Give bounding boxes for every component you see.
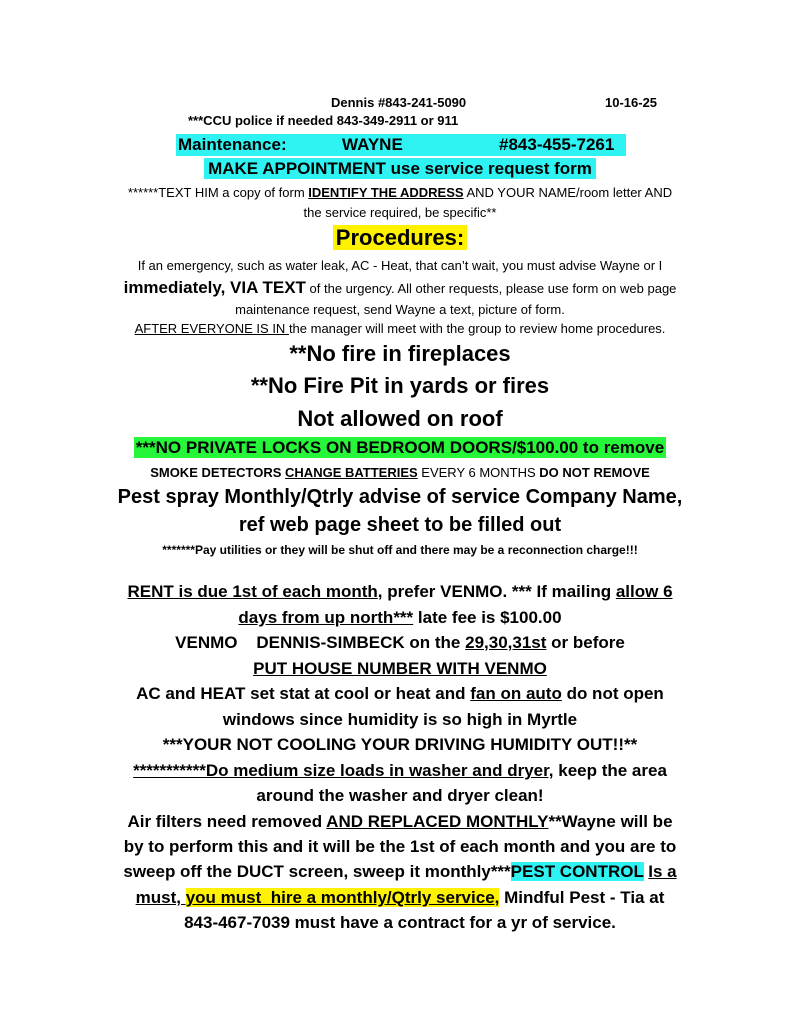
contract-line: 843-467-7039 must have a contract for a yr of service. <box>184 913 616 932</box>
hire-service: hire a monthly/Qtrly service, <box>266 888 500 907</box>
after-everyone-line <box>0 321 800 336</box>
procedures-title-line <box>0 225 800 251</box>
maintenance-label: Maintenance: <box>178 135 287 154</box>
late-fee: late fee is $100.00 <box>413 608 562 627</box>
service-required-line: the service required, be specific** <box>303 205 497 220</box>
venmo-dates: 29,30,31st <box>465 633 547 652</box>
text-him-a: ******TEXT HIM a copy of form <box>127 185 309 200</box>
pest-spray-line-2: ref web page sheet to be filled out <box>238 514 562 536</box>
dennis-contact: Dennis #843-241-5090 <box>331 95 467 110</box>
text-him-line <box>0 185 800 200</box>
emergency-line-2 <box>0 278 800 298</box>
allow-6: allow 6 <box>615 582 673 601</box>
days-from-up-north: days from up north*** <box>238 608 414 627</box>
pay-utilities-line: *******Pay utilities or they will be shut off and there may be a reconnection charge!!! <box>162 543 638 557</box>
do-not-remove: DO NOT REMOVE <box>539 465 650 480</box>
duct-screen-line <box>0 862 800 882</box>
no-fire-fireplaces: **No fire in fireplaces <box>289 341 511 366</box>
smoke-detectors-a: SMOKE DETECTORS <box>150 465 286 480</box>
smoke-detectors-line <box>0 465 800 480</box>
must-hire-line <box>0 888 800 908</box>
ac-heat-c: do not open <box>561 684 664 703</box>
must: must, <box>135 888 186 907</box>
washer-clean-line: around the washer and dryer clean! <box>256 786 544 805</box>
rent-line-1-mid: , prefer VENMO. *** If mailing <box>377 582 616 601</box>
maintenance-name: WAYNE <box>342 135 403 154</box>
is-a: Is a <box>648 862 677 881</box>
air-filters-line <box>0 812 800 832</box>
procedures-title: Procedures: <box>333 225 467 250</box>
text-him-c: AND YOUR NAME/room letter AND <box>463 185 673 200</box>
not-cooling-line: ***YOUR NOT COOLING YOUR DRIVING HUMIDITY OUT!!** <box>162 735 638 754</box>
ccu-police-line: ***CCU police if needed 843-349-2911 or 911 <box>188 113 459 128</box>
no-private-locks: ***NO PRIVATE LOCKS ON BEDROOM DOORS/$100.00 to remove <box>135 438 665 457</box>
document-date: 10-16-25 <box>605 95 658 110</box>
keep-area: keep the area <box>553 761 667 780</box>
appointment-line <box>0 159 800 179</box>
not-allowed-roof: Not allowed on roof <box>297 406 503 431</box>
mindful-pest: Mindful Pest - Tia at <box>499 888 665 907</box>
after-everyone-in: AFTER EVERYONE IS IN <box>134 321 289 336</box>
first-of-month-line: by to perform this and it will be the 1st of each month and you are to <box>123 837 677 856</box>
washer-line <box>0 761 800 781</box>
emergency-line-1: If an emergency, such as water leak, AC - Heat, that can’t wait, you must advise Wayne or I <box>137 258 663 273</box>
ac-heat-line <box>0 684 800 704</box>
you-must: you must <box>185 888 266 907</box>
maintenance-line <box>176 134 626 156</box>
pest-spray-line-1: Pest spray Monthly/Qtrly advise of service Company Name, <box>117 486 683 508</box>
humidity-line: windows since humidity is so high in Myrtle <box>222 710 578 729</box>
venmo-account: VENMO DENNIS-SIMBECK on the <box>175 633 466 652</box>
rent-due: RENT is due 1st of each month <box>127 582 378 601</box>
identify-address: IDENTIFY THE ADDRESS <box>308 185 464 200</box>
appointment-text: MAKE APPOINTMENT use service request form <box>204 158 596 179</box>
rent-line-2 <box>0 608 800 628</box>
replaced-monthly: AND REPLACED MONTHLY <box>326 812 549 831</box>
duct-screen: sweep off the DUCT screen, sweep it monthly*** <box>123 862 511 881</box>
pest-control: PEST CONTROL <box>510 862 644 881</box>
after-everyone-rest: the manager will meet with the group to review home procedures. <box>288 321 666 336</box>
emergency-line-3: maintenance request, send Wayne a text, picture of form. <box>235 302 565 317</box>
house-number-venmo: PUT HOUSE NUMBER WITH VENMO <box>253 659 547 678</box>
change-batteries: CHANGE BATTERIES <box>285 465 418 480</box>
immediately-via-text: immediately, VIA TEXT <box>123 278 306 297</box>
wayne-will-be: **Wayne will be <box>548 812 673 831</box>
venmo-line <box>0 633 800 653</box>
rent-line-1 <box>0 582 800 602</box>
emergency-line-2-rest: of the urgency. All other requests, please use form on web page <box>305 281 677 296</box>
no-fire-pit: **No Fire Pit in yards or fires <box>250 373 550 398</box>
ac-heat-a: AC and HEAT set stat at cool or heat and <box>136 684 471 703</box>
air-filters-a: Air filters need removed <box>127 812 327 831</box>
maintenance-phone: #843-455-7261 <box>499 135 615 154</box>
venmo-or-before: or before <box>546 633 625 652</box>
medium-loads: ***********Do medium size loads in washer and dryer, <box>133 761 554 780</box>
fan-on-auto: fan on auto <box>470 684 562 703</box>
smoke-every-6-months: EVERY 6 MONTHS <box>417 465 540 480</box>
no-private-locks-line <box>0 438 800 458</box>
